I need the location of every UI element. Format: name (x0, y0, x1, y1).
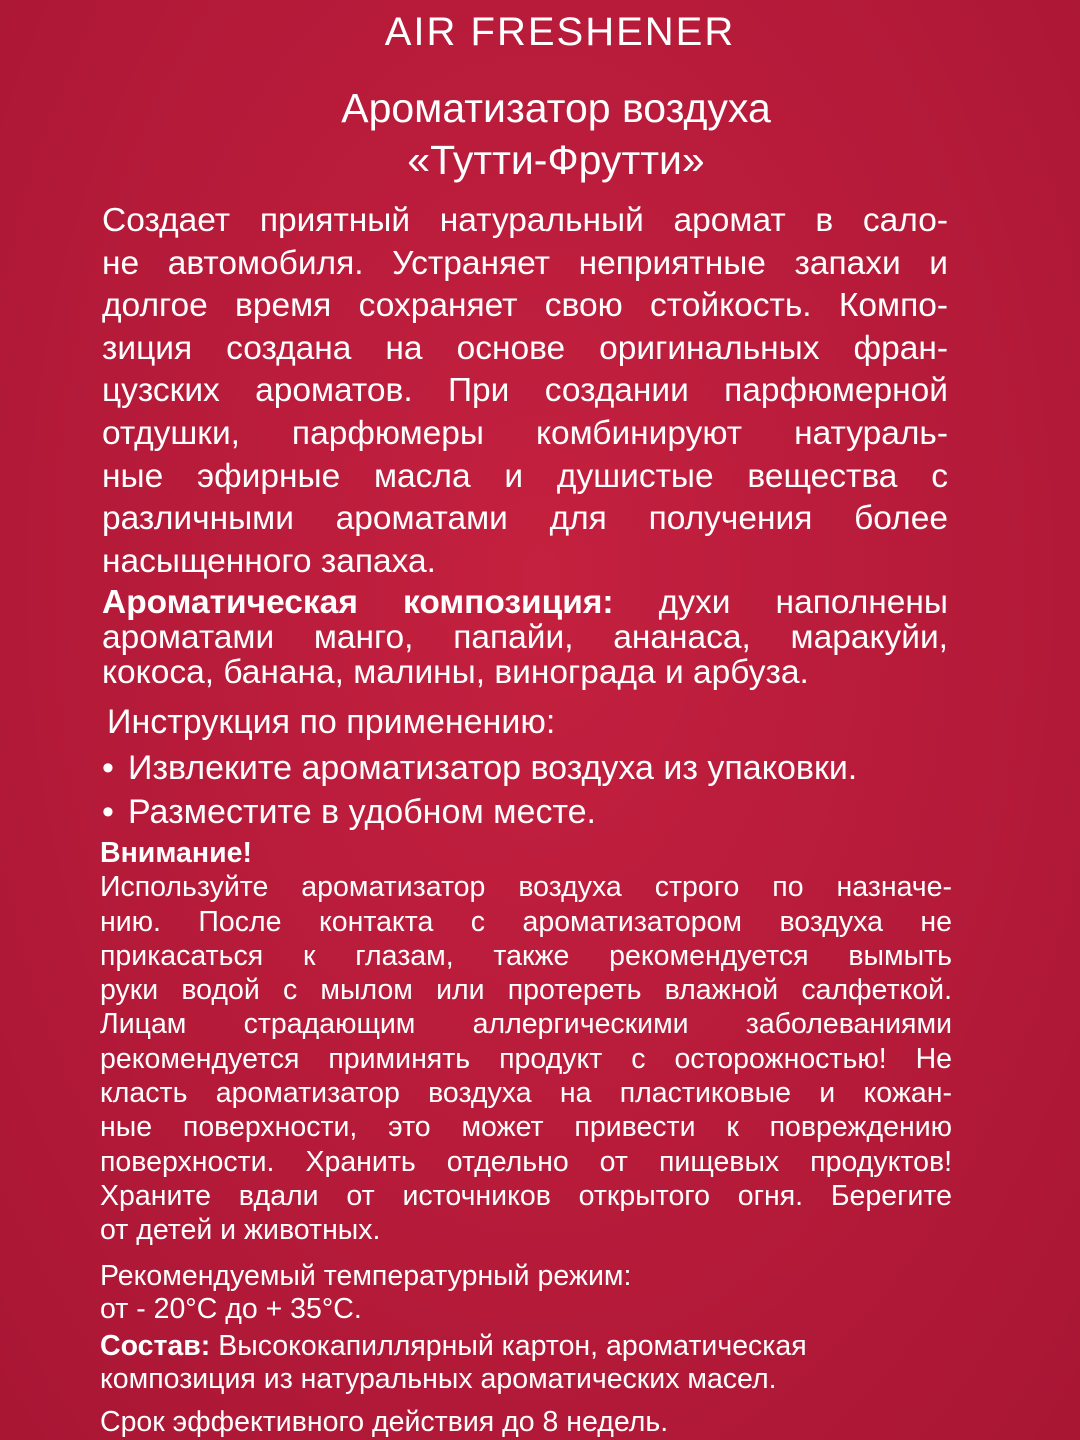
warning-line: поверхности. Хранить отдельно от пищевых продуктов! (100, 1145, 952, 1178)
warning-line: нию. После контакта с ароматизатором воздуха не (100, 905, 952, 938)
usage-instructions (102, 700, 857, 834)
warning-section (100, 836, 952, 1248)
warning-line: рекомендуется приминять продукт с осторожностью! Не (100, 1042, 952, 1075)
description-line: ные эфирные масла и душистые вещества с (102, 457, 948, 495)
product-name-line2: «Тутти-Фрутти» (407, 137, 705, 183)
instructions-title: Инструкция по применению: (107, 703, 556, 741)
description-line: долгое время сохраняет свою стойкость. Компо- (102, 287, 948, 325)
aroma-line (102, 585, 948, 620)
product-name-line1: Ароматизатор воздуха (341, 85, 771, 131)
aroma-label: Ароматическая композиция: (102, 584, 614, 621)
aroma-line: ароматами манго, папайи, ананаса, маракуйи, (102, 619, 948, 656)
composition-line (100, 1330, 910, 1363)
warning-line: прикасаться к глазам, также рекомендуется вымыть (100, 939, 952, 972)
description-line: Создает приятный натуральный аромат в сало- (102, 202, 948, 239)
effective-duration: Срок эффективного действия до 8 недель. (100, 1406, 669, 1438)
description-line: отдушки, парфюмеры комбинируют натураль- (102, 414, 948, 452)
instruction-item (102, 790, 857, 834)
warning-line: от детей и животных. (100, 1214, 381, 1247)
warning-line: класть ароматизатор воздуха на пластиковые и кожан- (100, 1077, 952, 1110)
warning-line: Используйте ароматизатор воздуха строго по назначе- (100, 871, 952, 904)
composition-line: композиция из натуральных ароматических масел. (100, 1363, 777, 1395)
instruction-item (102, 746, 857, 790)
composition-line1-text: Высококапиллярный картон, ароматическая (210, 1330, 807, 1362)
warning-line: ные поверхности, это может привести к повреждению (100, 1111, 952, 1144)
aroma-line1-text: духи наполнены (613, 584, 948, 621)
warning-line: Лицам страдающим аллергическими заболеваниями (100, 1008, 952, 1041)
header-title: AIR FRESHENER (384, 10, 736, 54)
description-line: насыщенного запаха. (102, 542, 436, 580)
description-line: различными ароматами для получения более (102, 500, 948, 538)
aroma-composition (102, 585, 948, 690)
product-description (102, 200, 948, 583)
composition-label: Состав: (100, 1330, 211, 1362)
instruction-text: Извлеките ароматизатор воздуха из упаковки. (128, 749, 858, 787)
description-line: не автомобиля. Устраняет неприятные запахи и (102, 244, 948, 282)
instruction-text: Разместите в удобном месте. (128, 793, 596, 831)
warning-title: Внимание! (100, 837, 252, 869)
warning-line: руки водой с мылом или протереть влажной салфеткой. (100, 974, 952, 1007)
warning-line: Храните вдали от источников открытого огня. Берегите (100, 1179, 952, 1212)
temperature-value: от - 20°С до + 35°С. (100, 1293, 362, 1325)
bullet-icon: • (102, 749, 114, 787)
product-name (0, 82, 1080, 186)
composition-section (100, 1330, 910, 1396)
bullet-icon: • (102, 793, 114, 831)
description-line: зиция создана на основе оригинальных фран- (102, 329, 948, 367)
aroma-line: кокоса, банана, малины, винограда и арбуза. (102, 654, 809, 691)
description-line: цузских ароматов. При создании парфюмерной (102, 372, 948, 410)
temperature-label: Рекомендуемый температурный режим: (100, 1260, 632, 1292)
temperature-range (100, 1260, 631, 1326)
